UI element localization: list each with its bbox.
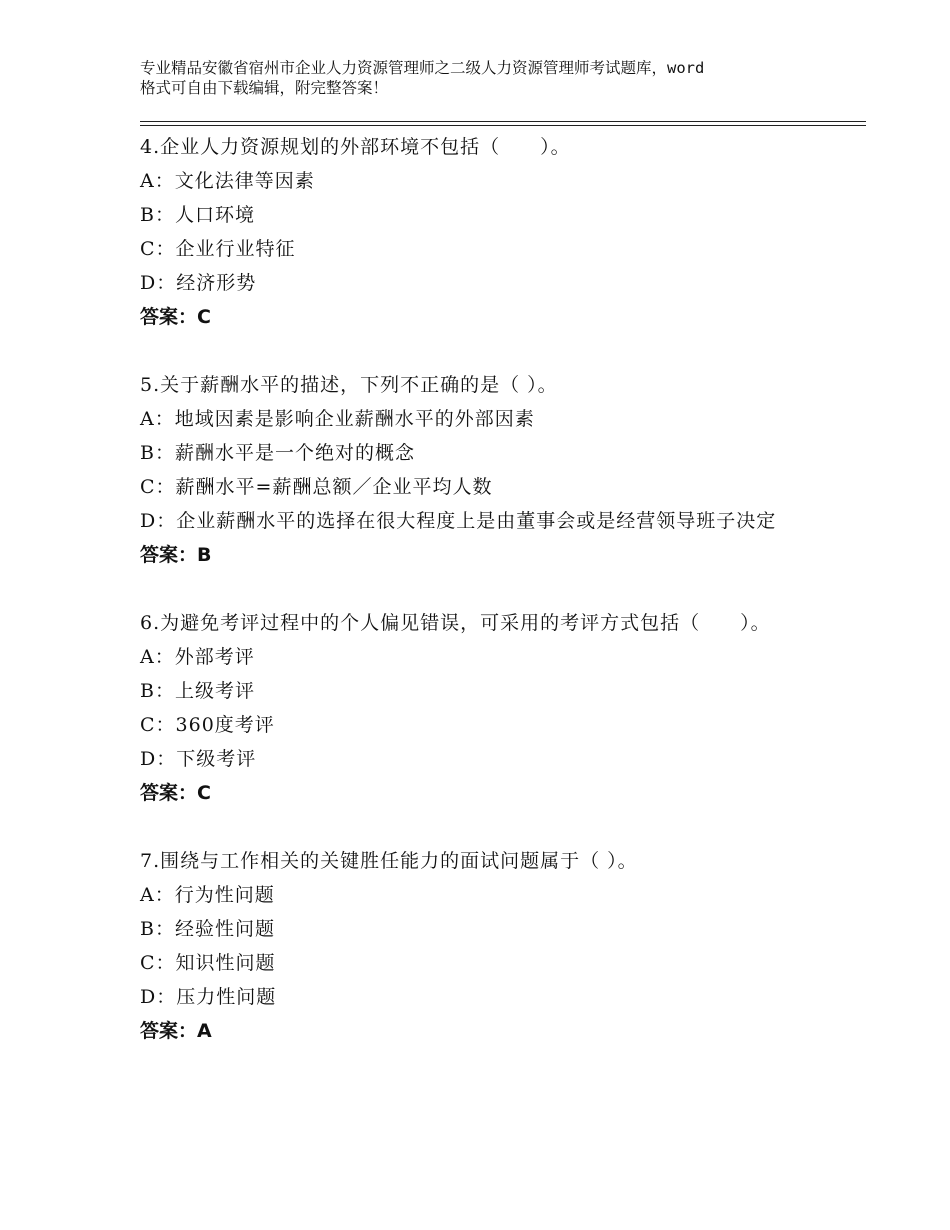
- option-b: B：上级考评: [140, 680, 255, 702]
- question-7: [140, 844, 830, 1048]
- option-b: B：人口环境: [140, 204, 255, 226]
- option-d: D：经济形势: [140, 272, 257, 294]
- header-line-2: 格式可自由下载编辑，附完整答案！: [140, 79, 389, 97]
- document-header: [140, 58, 830, 98]
- question-text: 4.企业人力资源规划的外部环境不包括（ ）。: [140, 136, 571, 158]
- spacer: [140, 334, 830, 368]
- option-b: B：经验性问题: [140, 918, 275, 940]
- option-a: A：地域因素是影响企业薪酬水平的外部因素: [140, 408, 535, 430]
- question-4: [140, 130, 830, 334]
- answer: 答案：A: [140, 1020, 212, 1042]
- option-a: A：文化法律等因素: [140, 170, 315, 192]
- option-b: B：薪酬水平是一个绝对的概念: [140, 442, 415, 464]
- answer: 答案：C: [140, 306, 211, 328]
- option-c: C：企业行业特征: [140, 238, 296, 260]
- spacer: [140, 572, 830, 606]
- question-text: 5.关于薪酬水平的描述，下列不正确的是（ ）。: [140, 374, 558, 396]
- answer: 答案：C: [140, 782, 211, 804]
- option-d: D：压力性问题: [140, 986, 277, 1008]
- option-d: D：企业薪酬水平的选择在很大程度上是由董事会或是经营领导班子决定: [140, 510, 777, 532]
- question-6: [140, 606, 830, 810]
- option-a: A：行为性问题: [140, 884, 275, 906]
- option-c: C：知识性问题: [140, 952, 276, 974]
- option-d: D：下级考评: [140, 748, 257, 770]
- question-text: 6.为避免考评过程中的个人偏见错误，可采用的考评方式包括（ ）。: [140, 612, 771, 634]
- option-c: C：360度考评: [140, 714, 275, 736]
- header-rule-bottom: [140, 125, 866, 126]
- spacer: [140, 810, 830, 844]
- answer: 答案：B: [140, 544, 212, 566]
- question-5: [140, 368, 830, 572]
- question-list: [140, 130, 830, 1048]
- option-c: C：薪酬水平=薪酬总额／企业平均人数: [140, 476, 493, 498]
- option-a: A：外部考评: [140, 646, 255, 668]
- header-rule-top: [140, 121, 866, 122]
- header-line-1: 专业精品安徽省宿州市企业人力资源管理师之二级人力资源管理师考试题库，word: [140, 59, 705, 77]
- question-text: 7.围绕与工作相关的关键胜任能力的面试问题属于（ ）。: [140, 850, 638, 872]
